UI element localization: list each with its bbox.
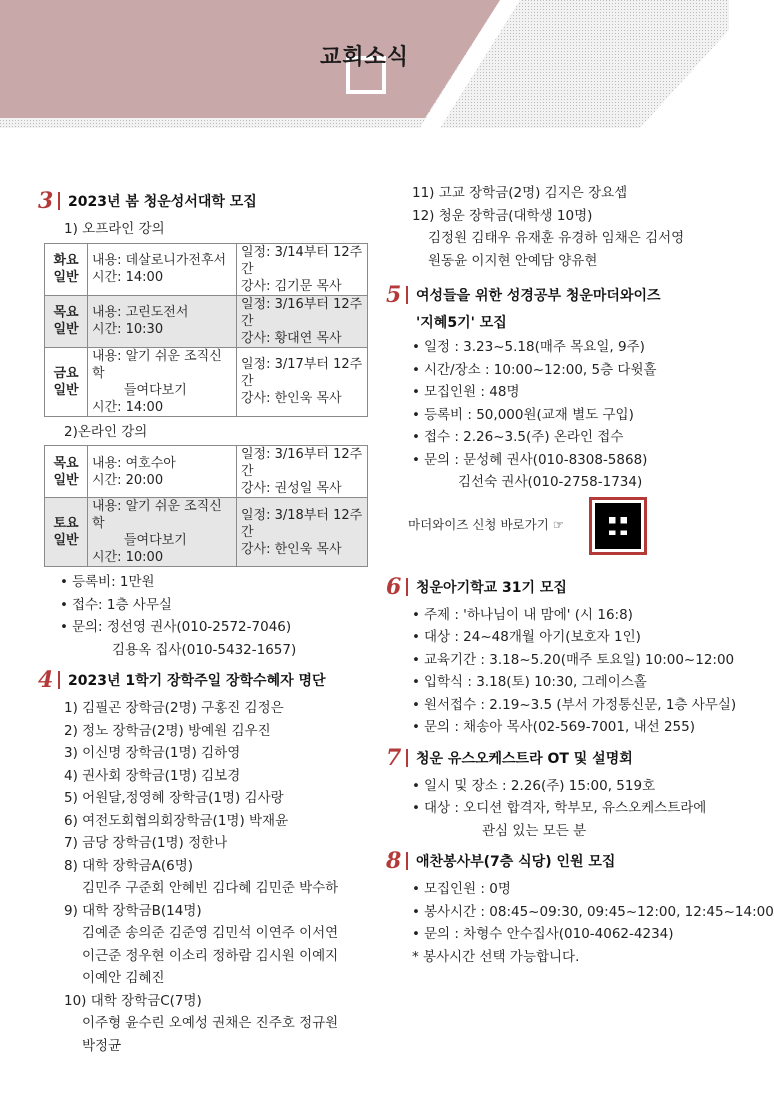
section-7-heading <box>386 745 716 771</box>
day-text: 토요 <box>53 516 79 531</box>
list-item: • 주제 : '하나님이 내 맘에' (시 16:8) <box>386 604 716 627</box>
list-item: • 대상 : 24~48개월 아기(보호자 1인) <box>386 626 716 649</box>
offline-label: 1) 오프라인 강의 <box>64 221 165 237</box>
cell-line: 내용: 데살로니가전후서 <box>92 253 227 268</box>
day-text: 화요 <box>53 253 79 268</box>
qr-row <box>386 494 716 564</box>
cell-line: 시간: 10:00 <box>92 550 164 565</box>
list-item: • 문의 : 차형수 안수집사(010-4062-4234) <box>386 923 716 946</box>
cell-line: 들여다보기 <box>124 382 187 398</box>
list-item: 3) 이신명 장학금(1명) 김하영 <box>64 745 241 761</box>
qr-link-label[interactable]: 마더와이즈 신청 바로가기 ☞ <box>408 516 564 532</box>
content-cell <box>88 295 237 347</box>
day-text: 목요 <box>53 455 79 471</box>
cell-line: 일정: 3/16부터 12주간 <box>241 447 363 479</box>
section-3-heading <box>38 188 383 214</box>
content-cell <box>88 243 237 295</box>
list-item: 8) 대학 장학금A(6명) <box>64 857 194 874</box>
list-item-cont: 관심 있는 모든 분 <box>482 822 587 839</box>
cell-line: 강사: 한인욱 목사 <box>241 391 342 406</box>
cell-line: 시간: 20:00 <box>92 472 164 488</box>
left-column <box>38 186 383 1057</box>
section-number: 5 <box>386 282 402 308</box>
content-cell <box>88 446 237 498</box>
list-item-names: 원동윤 이지현 안예담 양유현 <box>428 252 598 269</box>
cell-line: 시간: 14:00 <box>92 270 164 285</box>
section-number: 6 <box>386 573 402 600</box>
schedule-cell <box>237 295 368 347</box>
section-number: 3 <box>38 188 54 214</box>
section-title: 청운아기학교 31기 모집 <box>416 579 567 596</box>
day-cell <box>45 498 88 567</box>
content-cell <box>88 498 237 567</box>
list-item-names: 이예안 김혜진 <box>82 970 165 986</box>
day-text: 금요 <box>53 365 79 381</box>
section-title: 청운 유스오케스트라 OT 및 설명회 <box>416 750 633 767</box>
fee-item: • 등록비: 1만원 <box>38 571 383 594</box>
cell-line: 강사: 김기문 목사 <box>241 278 342 294</box>
section-bar <box>406 852 408 870</box>
table-row <box>45 347 368 416</box>
list-item-names: 김예준 송의준 김준영 김민석 이연주 이서연 <box>82 925 339 941</box>
section-title: 애찬봉사부(7층 식당) 인원 모집 <box>416 854 616 870</box>
list-item: • 봉사시간 : 08:45~09:30, 09:45~12:00, 12:45~14:00 <box>386 901 716 924</box>
list-item-names: 김정원 김태우 유재훈 유경하 임채은 김서영 <box>428 230 685 246</box>
cell-line: 시간: 14:00 <box>92 399 164 415</box>
day-cell <box>45 243 88 295</box>
content-cell <box>88 347 237 416</box>
day-text: 일반 <box>53 472 79 488</box>
page-title: 교회소식 <box>319 45 409 70</box>
day-cell <box>45 295 88 347</box>
list-item-cont: 김선숙 권사(010-2758-1734) <box>458 474 643 490</box>
list-item: 9) 대학 장학금B(14명) <box>64 902 202 919</box>
cell-line: 시간: 10:30 <box>92 322 164 337</box>
list-item: 12) 청운 장학금(대학생 10명) <box>412 207 593 224</box>
offline-schedule-table <box>44 243 368 417</box>
schedule-cell <box>237 347 368 416</box>
list-item: 4) 권사회 장학금(1명) 김보경 <box>64 767 241 784</box>
cell-line: 강사: 한인욱 목사 <box>241 541 342 557</box>
list-item: 10) 대학 장학금C(7명) <box>64 992 202 1009</box>
table-row <box>45 295 368 347</box>
list-item: • 모집인원 : 48명 <box>386 381 716 404</box>
section-8-heading <box>386 848 716 874</box>
reception-item: • 접수: 1층 사무실 <box>38 594 383 617</box>
table-row <box>45 446 368 498</box>
section-number: 4 <box>38 667 54 693</box>
schedule-cell <box>237 498 368 567</box>
section-title: 2023년 1학기 장학주일 장학수혜자 명단 <box>68 673 326 689</box>
cell-line: 일정: 3/16부터 12주간 <box>241 296 363 329</box>
day-cell <box>45 347 88 416</box>
list-item: 11) 고교 장학금(2명) 김지은 장요셉 <box>412 185 628 201</box>
list-item: • 입학식 : 3.18(토) 10:30, 그레이스홀 <box>386 671 716 694</box>
online-label: 2)온라인 강의 <box>64 423 148 440</box>
cell-line: 강사: 권성일 목사 <box>241 481 342 496</box>
list-item: • 문의 : 문성혜 권사(010-8308-5868) <box>386 449 716 472</box>
cell-line: 강사: 황대연 목사 <box>241 330 342 346</box>
section-number: 7 <box>386 744 402 771</box>
cell-line: 내용: 여호수아 <box>92 455 176 471</box>
list-item: 2) 정노 장학금(2명) 방예원 김우진 <box>64 722 271 739</box>
section-title-cont: '지혜5기' 모집 <box>416 315 507 331</box>
section-number: 8 <box>386 848 402 874</box>
schedule-cell <box>237 243 368 295</box>
list-item-names: 박정균 <box>82 1037 122 1054</box>
list-item: • 문의 : 채송아 목사(02-569-7001, 내선 255) <box>386 716 716 739</box>
list-item: 6) 여전도회협의회장학금(1명) 박재윤 <box>64 812 289 829</box>
section-bar <box>58 192 60 210</box>
table-row <box>45 243 368 295</box>
cell-line: 들여다보기 <box>124 533 187 548</box>
cell-line: 일정: 3/17부터 12주간 <box>241 357 363 389</box>
day-cell <box>45 446 88 498</box>
online-schedule-table <box>44 445 368 567</box>
section-bar <box>406 286 408 304</box>
cell-line: 내용: 알기 쉬운 조직신학 <box>92 499 222 531</box>
contact-item-cont: 김용옥 집사(010-5432-1657) <box>112 641 297 658</box>
section-bar <box>406 749 408 767</box>
list-item-names: 이주형 윤수린 오예성 권채은 진주호 정규원 <box>82 1015 339 1031</box>
section-bar <box>406 578 408 596</box>
list-item: • 접수 : 2.26~3.5(주) 온라인 접수 <box>386 426 716 449</box>
cell-line: 일정: 3/18부터 12주간 <box>241 507 363 540</box>
qr-code-icon[interactable] <box>589 497 647 555</box>
right-column <box>386 182 774 968</box>
day-text: 일반 <box>53 322 79 337</box>
list-item: • 시간/장소 : 10:00~12:00, 5층 다윗홀 <box>386 359 716 382</box>
section-6-heading <box>386 574 716 600</box>
list-item: 7) 금당 장학금(1명) 정한나 <box>64 835 228 851</box>
list-item-names: 김민주 구준회 안혜빈 김다혜 김민준 박수하 <box>82 880 339 896</box>
section-5-heading <box>386 282 716 308</box>
section-4-heading <box>38 667 383 693</box>
list-item: • 원서접수 : 2.19~3.5 (부서 가정통신문, 1층 사무실) <box>386 694 716 717</box>
cell-line: 일정: 3/14부터 12주간 <box>241 244 363 277</box>
list-item: • 대상 : 오디션 합격자, 학부모, 유스오케스트라에 <box>386 797 716 820</box>
section-title: 여성들을 위한 성경공부 청운마더와이즈 <box>416 288 661 304</box>
note: * 봉사시간 선택 가능합니다. <box>412 948 580 965</box>
list-item: • 등록비 : 50,000원(교재 별도 구입) <box>386 404 716 427</box>
list-item: 1) 김필곤 장학금(2명) 구홍진 김정은 <box>64 700 284 716</box>
list-item: • 모집인원 : 0명 <box>386 878 716 901</box>
cell-line: 내용: 알기 쉬운 조직신학 <box>92 348 222 381</box>
schedule-cell <box>237 446 368 498</box>
section-title: 2023년 봄 청운성서대학 모집 <box>68 194 257 210</box>
day-text: 일반 <box>53 382 79 398</box>
list-item: • 일시 및 장소 : 2.26(주) 15:00, 519호 <box>386 775 716 798</box>
list-item-names: 이근준 정우현 이소리 정하람 김시원 이예지 <box>82 947 339 964</box>
table-row <box>45 498 368 567</box>
day-text: 일반 <box>53 533 79 548</box>
list-item: 5) 어원달,정영혜 장학금(1명) 김사랑 <box>64 790 284 806</box>
cell-line: 내용: 고린도전서 <box>92 305 189 320</box>
day-text: 일반 <box>53 270 79 285</box>
list-item: • 교육기간 : 3.18~5.20(매주 토요일) 10:00~12:00 <box>386 649 716 672</box>
section-bar <box>58 671 60 689</box>
day-text: 목요 <box>53 305 79 320</box>
list-item: • 일정 : 3.23~5.18(매주 목요일, 9주) <box>386 336 716 359</box>
contact-item: • 문의: 정선영 권사(010-2572-7046) <box>38 616 383 639</box>
